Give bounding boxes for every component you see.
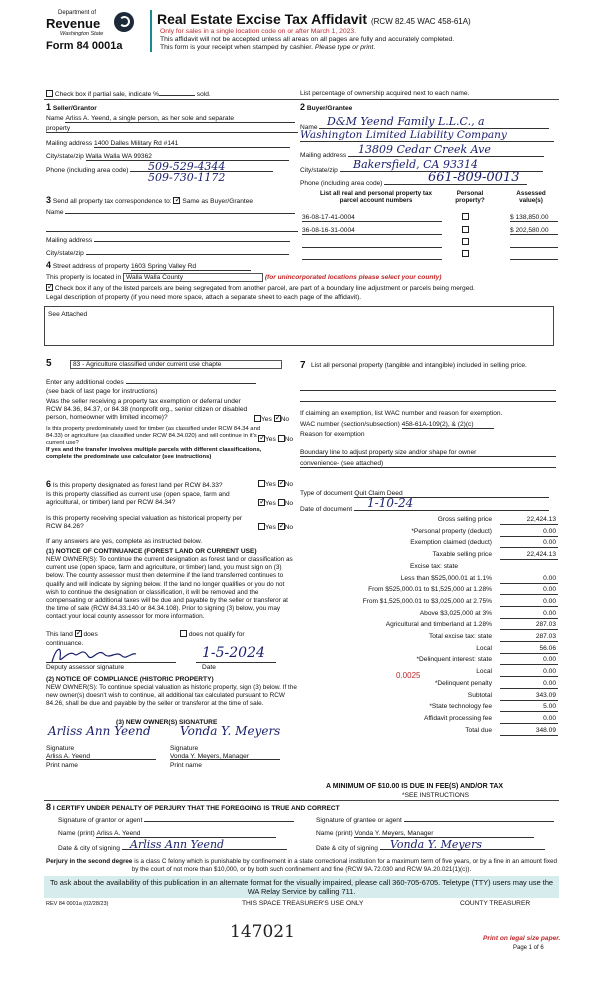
segregation-checkbox[interactable]: [46, 284, 53, 291]
buyer-name-row: Name: [300, 124, 549, 131]
correspondence-row: 3 Send all property tax correspondence to: ✓ Same as Buyer/Grantee: [46, 195, 253, 205]
calc-row-value[interactable]: 22,424.13: [500, 551, 558, 560]
calc-row-value[interactable]: 348.09: [500, 727, 558, 736]
buyer-city-row: City/state/zip: [300, 167, 543, 174]
calc-row-value[interactable]: 0.00: [500, 715, 558, 724]
parcel-4-personal-checkbox[interactable]: [462, 250, 469, 257]
doc-type-field[interactable]: Quit Claim Deed: [354, 490, 549, 498]
street-row: 4 Street address of property 1603 Spring Valley Rd: [46, 260, 251, 271]
calc-row: [300, 575, 558, 586]
parcel-1-personal-checkbox[interactable]: [462, 213, 469, 220]
sec5-num: 5: [46, 358, 52, 369]
parcel-3[interactable]: [302, 240, 442, 248]
land-use-code-select[interactable]: 83 - Agriculture classified under current use chapte: [70, 360, 282, 369]
grantor-date-signature: Arliss Ann Yeend: [130, 838, 225, 851]
grantor-name-field[interactable]: Arliss A. Yeend: [96, 830, 276, 838]
grantee-date-signature: Vonda Y. Meyers: [390, 838, 482, 851]
page-number: Page 1 of 6: [513, 945, 544, 951]
sec7-num: 7: [300, 360, 306, 371]
owner-name-line-1: [46, 752, 156, 760]
seller-name-field[interactable]: Arliss A. Yeend, a single person, as her sole and separate: [65, 115, 295, 123]
calc-row: [300, 528, 558, 539]
revenue-logo-icon: [114, 12, 134, 32]
accessibility-notice: To ask about the availability of this publication in an alternate format for the visually impaired, please call 360-705-6705. Teletype (TTY) users may use the WA Relay Service by calling 711.: [44, 876, 559, 898]
forest-yesno: Yes ✓ No: [258, 480, 293, 488]
calc-row: [300, 680, 558, 691]
calc-row-value[interactable]: 56.06: [500, 645, 558, 654]
legal-label: Legal description of property (if you need more space, attach a separate sheet to each page of the affidavit).: [46, 294, 362, 301]
stamp-number: 147021: [230, 922, 295, 942]
calc-row: [300, 539, 558, 550]
calc-row: [300, 610, 558, 621]
segregation-row: ✓ Check box if any of the listed parcels are being segregated from another parcel, are part of a boundary line adjustment or parcels being merged.: [46, 284, 475, 292]
calc-row-label: *Delinquent penalty: [434, 679, 492, 687]
owner-name-line-2: [170, 752, 280, 760]
calc-row-value[interactable]: 0.00: [500, 610, 558, 619]
parcel-4[interactable]: [302, 252, 442, 260]
calc-row-label: *State technology fee: [429, 703, 492, 711]
calc-row-label: Agricultural and timberland at 1.28%: [385, 621, 492, 629]
exemption-question: Was the seller receiving a property tax exemption or deferral under RCW 84.36, 84.37, or 84.38 (nonprofit org., senior citizen or disabled person, homeowner with limited income)?: [46, 398, 248, 421]
seller-city-field[interactable]: Walla Walla WA 99362: [86, 153, 289, 161]
print-name-label-1: Print name: [46, 762, 78, 769]
continuance-label: continuance.: [46, 640, 84, 647]
print-name-label-2: Print name: [170, 762, 202, 769]
calc-row: [300, 727, 558, 738]
dept-logo-text: Revenue: [46, 16, 101, 31]
calc-row-value[interactable]: 0.00: [500, 575, 558, 584]
current-use-yesno: ✓ Yes No: [258, 499, 293, 507]
perjury-notice: Perjury in the second degree is a class C felony which is punishable by confinement in a state correctional institution for a maximum term of five years, or by a fine in an amount fixed by the court of not more than $10,000, or by both such confinement and fine (RCW 9A.72.030 and RCW 9A.20.021(1)(c)).: [46, 858, 557, 873]
county-row: This property is located in Walla Walla County (for unincorporated locations please select your county): [46, 274, 442, 281]
historic-question: Is this property receiving special valuation as historical property per RCW 84.26?: [46, 515, 243, 530]
calc-row-label: From $1,525,000.01 to $3,025,000 at 2.75%: [362, 597, 492, 605]
calc-row: [300, 668, 558, 679]
seller-phone-1: 509-529-4344: [148, 160, 226, 173]
legal-description-box[interactable]: [44, 306, 554, 346]
q2-yes-checkbox[interactable]: [258, 435, 265, 442]
calc-row-value[interactable]: 287.03: [500, 633, 558, 642]
q2-no-checkbox[interactable]: [278, 435, 285, 442]
buyer-phone-row: Phone (including area code): [300, 180, 527, 187]
buyer-mail-row: Mailing address: [300, 152, 544, 159]
header-note-3: This form is your receipt when stamped by cashier. Please type or print.: [160, 44, 376, 51]
grantee-name-field[interactable]: Vonda Y. Meyers, Manager: [354, 830, 534, 838]
header-note-1: Only for sales in a single location code on or after March 1, 2023.: [160, 28, 357, 35]
buyer-mail-field[interactable]: 13809 Cedar Creek Ave: [358, 143, 491, 156]
timber-note: If yes and the transfer involves multiple parcels with different classifications, complete the predominate use calculator (see instructions): [46, 447, 262, 460]
does-not-checkbox[interactable]: [180, 630, 187, 637]
buyer-name-field[interactable]: D&M Yeend Family L.L.C., a: [327, 115, 485, 128]
partial-sale-row: Check box if partial sale, indicate % sold.: [46, 90, 211, 98]
buyer-heading: 2 Buyer/Grantee: [300, 102, 353, 112]
add-codes-label: Enter any additional codes: [46, 379, 256, 386]
reason-label: Reason for exemption: [300, 431, 365, 438]
calc-row-label: *Personal property (deduct): [411, 527, 492, 535]
buyer-phone-field[interactable]: 661-809-0013: [428, 170, 520, 185]
grantee-name-row: Name (print) Vonda Y. Meyers, Manager: [316, 830, 534, 838]
grantor-date-row: Date & city of signing: [58, 845, 287, 852]
calc-row-value[interactable]: 0.00: [500, 680, 558, 689]
dept-line: Department of: [58, 10, 97, 16]
seller-name-row: Name Arliss A. Yeend, a single person, as her sole and separate: [46, 115, 295, 123]
seller-heading: 1 Seller/Grantor: [46, 102, 97, 112]
historic-yesno: Yes ✓ No: [258, 523, 293, 531]
forest-q-row: 6 Is this property designated as forest land per RCW 84.33?: [46, 479, 223, 489]
reason-field[interactable]: Boundary line to adjust property size and/or shape for owner: [300, 449, 556, 457]
grantee-sig-row: Signature of grantee or agent: [316, 817, 554, 824]
doc-date-row: Date of document: [300, 503, 549, 513]
seller-phone-row: Phone (including area code): [46, 167, 273, 174]
owner-signature-2: Vonda Y. Meyers: [180, 724, 281, 738]
calc-row-label: *Delinquent interest: state: [416, 656, 492, 664]
county-select[interactable]: Walla Walla County: [123, 273, 263, 282]
form-number: Form 84 0001a: [46, 40, 123, 52]
see-instructions: *SEE INSTRUCTIONS: [402, 792, 470, 799]
timber-yesno: ✓Yes No: [258, 435, 293, 443]
does-not-row: does not qualify for: [180, 630, 245, 638]
parcel-3-personal-checkbox[interactable]: [462, 238, 469, 245]
ownership-note: List percentage of ownership acquired next to each name.: [300, 90, 470, 97]
buyer-name-field-2[interactable]: Washington Limited Liability Company: [300, 129, 554, 142]
header-note-2: This affidavit will not be accepted unless all areas on all pages are fully and accurately completed.: [160, 36, 455, 43]
owner-signature-1: Arliss Ann Yeend: [48, 724, 151, 738]
forest-yes-checkbox[interactable]: [258, 480, 265, 487]
certify-heading: 8 I CERTIFY UNDER PENALTY OF PERJURY THAT THE FOREGOING IS TRUE AND CORRECT: [46, 802, 340, 812]
parcel-2[interactable]: 36-08-16-31-0004: [302, 227, 442, 235]
corr-city-row: City/state/zip: [46, 250, 289, 257]
owner-print-name-1: Arliss A. Yeend: [46, 753, 90, 760]
calc-row-value[interactable]: 0.00: [500, 656, 558, 665]
calc-row-value[interactable]: 0.00: [500, 539, 558, 548]
personal-property-field[interactable]: [300, 385, 556, 391]
wac-row: WAC number (section/subsection) 458-61A-109(2), & (2)(c): [300, 421, 494, 429]
assessor-date-line: [196, 661, 276, 663]
historic-yes-checkbox[interactable]: [258, 523, 265, 530]
calc-row-value[interactable]: 0.00: [500, 598, 558, 607]
land-qualify-row: This land ✓ does: [46, 630, 98, 638]
calc-row: [300, 598, 558, 609]
minimum-note: A MINIMUM OF $10.00 IS DUE IN FEE(S) AND/OR TAX: [326, 783, 504, 790]
compliance-heading: (2) NOTICE OF COMPLIANCE (HISTORIC PROPERTY): [46, 676, 214, 683]
calc-row: [300, 621, 558, 632]
corr-mail-row: Mailing address: [46, 237, 290, 244]
corr-name-line-2: [46, 226, 298, 232]
calc-row-label: From $525,000.01 to $1,525,000 at 1.28%: [368, 586, 492, 594]
calc-row-value[interactable]: 343.09: [500, 692, 558, 701]
county-treasurer-label: COUNTY TREASURER: [460, 900, 531, 907]
owner-print-name-2: Vonda Y. Meyers, Manager: [170, 753, 249, 760]
grantor-name-row: Name (print) Arliss A. Yeend: [58, 830, 276, 838]
exemption-yesno: Yes ✓ No: [254, 415, 289, 423]
calc-row: [300, 633, 558, 644]
calc-row: [300, 516, 558, 527]
parcel-2-value[interactable]: $ 202,580.00: [510, 227, 558, 235]
calc-row-label: Affidavit processing fee: [423, 714, 492, 722]
calc-row-value[interactable]: 0.00: [500, 668, 558, 677]
timber-question: Is this property predominately used for timber (as classified under RCW 84.34 and 84.33) or agriculture (as classified under RCW 84.34.020) and will continue in it's current use?: [46, 426, 261, 446]
corr-name-row: Name: [46, 209, 295, 216]
calc-row-label: Excise tax: state: [409, 562, 458, 570]
current-use-yes-checkbox[interactable]: [258, 499, 265, 506]
calc-row-label: Above $3,025,000 at 3%: [419, 609, 492, 617]
calc-row-value[interactable]: 0.00: [500, 586, 558, 595]
calc-row-label: Less than $525,000.01 at 1.1%: [400, 574, 492, 582]
deputy-sig-label: Deputy assessor signature: [46, 664, 125, 671]
legal-paper-note: Print on legal size paper.: [483, 935, 561, 942]
parcel-2-personal-checkbox[interactable]: [462, 226, 469, 233]
parcel-1-value[interactable]: $ 138,850.00: [510, 214, 558, 222]
calc-row-label: Exemption claimed (deduct): [410, 539, 492, 547]
seller-mail-row: Mailing address 1400 Dalles Military Rd #141: [46, 140, 290, 148]
same-as-buyer-checkbox[interactable]: [173, 197, 180, 204]
assessor-sig-line: [46, 661, 176, 663]
calc-row: [300, 586, 558, 597]
add-codes-note: (see back of last page for instructions): [46, 388, 158, 395]
doc-date-field[interactable]: 1-10-24: [367, 496, 414, 510]
calc-row: [300, 703, 558, 714]
sig-label-2: Signature: [170, 745, 199, 752]
grantee-date-row: Date & city of signing: [316, 845, 545, 852]
sec6-note: If any answers are yes, complete as instructed below.: [46, 538, 203, 545]
parcel-3-value[interactable]: [510, 240, 558, 248]
grantor-sig-row: Signature of grantor or agent: [58, 817, 294, 824]
revision-label: REV 84 0001a (02/28/23): [46, 901, 109, 907]
partial-sale-checkbox[interactable]: [46, 90, 53, 97]
continuance-text: NEW OWNER(S): To continue the current designation as forest land or classification as current use (open space, farm and agriculture, or timber) land, you must sign on (3) below. The county assessor must then determine if the land transferred continues to qualify and will indicate by signing below. If the land no longer qualifies or you do not wish to continue the designation or classification, it will be removed and the compensating or additional taxes will be due and payable by the seller or transferor at the time of sale (RCW 84.33.140 or 84.34.108). Prior to signing (3) below, you may contact your local county assessor for more information.: [46, 556, 293, 621]
calc-row-label: Total excise tax: state: [428, 633, 492, 640]
exemption-claim-label: If claiming an exemption, list WAC number and reason for exemption.: [300, 410, 503, 417]
calc-row-value[interactable]: 0.00: [500, 528, 558, 537]
q1-yes-checkbox[interactable]: [254, 415, 261, 422]
seller-city-row: City/state/zip Walla Walla WA 99362: [46, 153, 289, 161]
calc-row: [300, 715, 558, 726]
calc-row-label: Local: [476, 644, 492, 652]
compliance-text: NEW OWNER(S): To continue special valuation as historic property, sign (3) below. If the new owner(s) doesn't wish to continue, all additional tax calculated pursuant to RCW 84.26, shall be due and payable by the seller or transferor at the time of sale.: [46, 684, 297, 708]
rule: [44, 99, 559, 100]
assessor-date: 1-5-2024: [202, 645, 265, 661]
calc-row-label: Total due: [465, 726, 492, 734]
form-title: Real Estate Excise Tax Affidavit (RCW 82.45 WAC 458-61A): [157, 11, 471, 27]
does-checkbox[interactable]: [75, 630, 82, 637]
calc-row: [300, 551, 558, 562]
calc-row-label: Subtotal: [467, 691, 492, 699]
treasurer-space-label: THIS SPACE TREASURER'S USE ONLY: [242, 900, 364, 907]
current-use-no-checkbox[interactable]: [278, 499, 285, 506]
state-text: Washington State: [60, 31, 104, 37]
calc-row-label: Local: [476, 668, 492, 676]
q1-no-checkbox[interactable]: [274, 415, 281, 422]
calc-row: [300, 645, 558, 656]
wac-field[interactable]: 458-61A-109(2), & (2)(c): [402, 421, 494, 429]
sec8-rule: [44, 800, 559, 801]
calc-row-value[interactable]: 5.00: [500, 703, 558, 712]
new-owner-sig-heading: (3) NEW OWNER(S) SIGNATURE: [116, 719, 218, 726]
parcel-1[interactable]: 36-08-17-41-0004: [302, 214, 442, 222]
street-field[interactable]: 1603 Spring Valley Rd: [131, 263, 251, 271]
continuance-heading: (1) NOTICE OF CONTINUANCE (FOREST LAND OR CURRENT USE): [46, 548, 257, 555]
local-rate: 0.0025: [396, 671, 421, 680]
legal-description-value: See Attached: [48, 311, 88, 318]
calc-row-value[interactable]: 22,424.13: [500, 516, 558, 525]
sig-label-1: Signature: [46, 745, 75, 752]
parcel-4-value[interactable]: [510, 252, 558, 260]
calc-row: [300, 692, 558, 703]
personal-property-field-2[interactable]: [300, 396, 556, 402]
historic-no-checkbox[interactable]: [278, 523, 285, 530]
seller-mail-field[interactable]: 1400 Dalles Military Rd #141: [94, 140, 290, 148]
calc-row: [300, 563, 558, 574]
calc-row-value[interactable]: 287.03: [500, 621, 558, 630]
date-label: Date: [202, 664, 216, 671]
calc-row: [300, 656, 558, 667]
seller-name-field-2[interactable]: property: [46, 125, 298, 133]
calc-row-label: Gross selling price: [437, 516, 492, 523]
seller-phone-2: 509-730-1172: [148, 171, 226, 184]
reason-field-2[interactable]: convenience- (see attached): [300, 460, 556, 468]
buyer-city-field[interactable]: Bakersfield, CA 93314: [353, 158, 478, 171]
calc-row-label: Taxable selling price: [432, 551, 492, 559]
header-divider: [150, 10, 152, 52]
forest-no-checkbox[interactable]: [278, 480, 285, 487]
personal-property-label: List all personal property (tangible and intangible) included in selling price.: [311, 362, 527, 369]
doc-type-row: Type of document Quit Claim Deed: [300, 490, 549, 498]
current-use-question: Is this property classified as current use (open space, farm and agricultural, or timber) land per RCW 84.34?: [46, 491, 230, 506]
